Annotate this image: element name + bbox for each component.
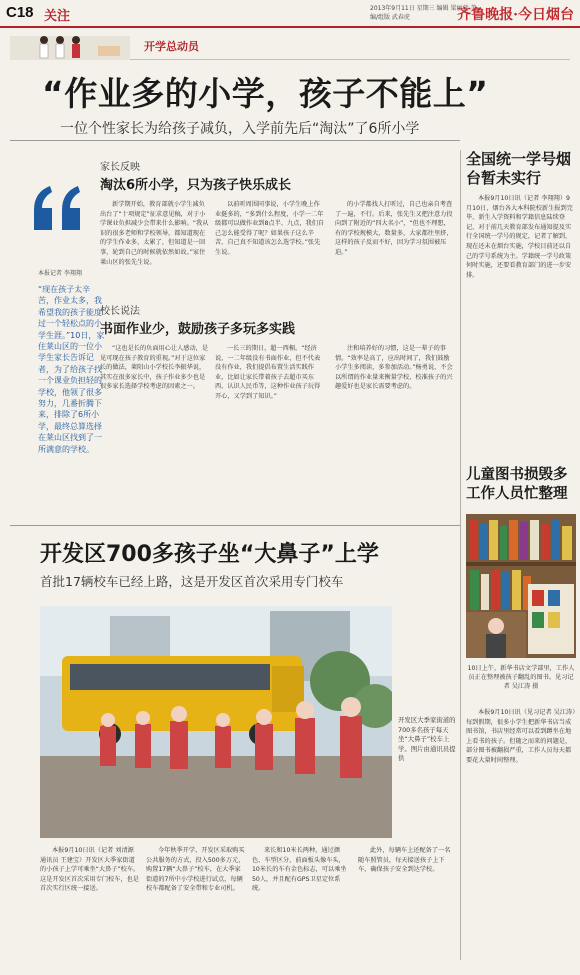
bookstore-photo-caption: 10日上午，新华书店文学部里，工作人员正在整理被孩子翻乱的图书。见习记者 吴江涛 摄 <box>467 665 575 690</box>
bus-col4: 此外，每辆车上还配备了一名随车照管员，每天接送孩子上下车，确保孩子安全到达学校。 <box>358 847 451 874</box>
byline: 本报记者 李翔翔 <box>38 270 82 277</box>
bus-col3: 来长和10米长两种，通过颜色、车型区分，前面板头像车头，10米长的车有金色标志，可以乘坐50人，并且配有GPS卫星定位系统。 <box>252 847 347 893</box>
bookstore-photo <box>466 514 576 658</box>
book-headline: 儿童图书损毁多工作人员忙整理 <box>466 467 568 502</box>
section1-kicker: 家长反映 <box>100 162 140 173</box>
section1-title: 淘汰6所小学，只为孩子快乐成长 <box>100 178 292 193</box>
story-divider <box>10 525 460 526</box>
section2-kicker: 校长说法 <box>100 306 140 317</box>
section2-col2: 一长三的期日，超一西楣。“经济说，一二年级没有书面作业，但不代表没有作业，我们提倡布置生活实践作业，比如让家长带着孩子去超市买东西、认识人民币等，这种作业孩子玩得开心，又学到了知识。” <box>215 345 321 400</box>
banner-title: 开学总动员 <box>144 40 199 53</box>
school-bus-photo <box>40 606 392 838</box>
bus-col1: 本报9月10日讯（记者 刘清源 通讯员 王建宝）开发区大季家街道的小孩子上学可乘坐“大鼻子”校车。这是开发区首次采用专门校车，也是首次实行区统一接送。 <box>40 847 140 893</box>
section2-title: 书面作业少，鼓励孩子多玩多实践 <box>100 322 296 337</box>
quote-mark-icon <box>28 180 88 240</box>
topic-banner <box>10 34 570 60</box>
national-student-id-story <box>466 150 574 456</box>
column-divider <box>460 150 461 960</box>
date-line: 2013年9月11日 星期三 编辑 梁丽萱 美编/组版 武春虎 <box>370 5 477 21</box>
book-body: 本报9月10日讯（见习记者 吴江涛）每到假期，很多小学生把新华书店当成图书馆，书店里经常可以看到蹲坐在地上看书的孩子。但随之而来的问题是，部分图书被翻损严重，工作人员每天都要花大量时间整理。 <box>466 709 576 764</box>
section2-col1: “这也是长的负面用心让人感动，是见可现在孩子教育的重视。”对于这位家长的做法，莱阳山小学校长李振华说，其实在很多家长中，孩子作业多少也是很多家长选择学校考虑的因素之一。 <box>100 345 209 391</box>
section1-col1: 新学期开始，教育部就小学生减负出台了“十项规定”征求意见稿，对于小学课业负担减少会带来什么影响。“我从识的很多老师和学校领导，都知道现在的学生作业多，太累了，但知道是一回事，轮到自己的时候就依然如故。”家住莱山区的张先生说。 <box>100 201 209 266</box>
bus-headline: 开发区700多孩子坐“大鼻子”上学 <box>40 542 379 567</box>
section2-col3: 注和培养好的习惯，这是一辈子的事情。“效率是高了，应出时间了，我们鼓励小学生多阅读，多参加活动。”杨勇说，不会以所谓的作业量来衡量学校，校准孩子的兴趣爱好也是家长需要考虑的。 <box>335 345 453 391</box>
main-subhead: 一位个性家长为给孩子减负，入学前先后“淘汰”了6所小学 <box>60 121 420 137</box>
main-headline: “作业多的小学，孩子不能上” <box>42 74 489 113</box>
bus-subhead: 首批17辆校车已经上路，这是开发区首次采用专门校车 <box>40 574 344 589</box>
students-illustration <box>10 30 130 60</box>
page-number: C18 <box>6 4 34 21</box>
section1-col3: 的小学都找人打听过，自己也亲自考查了一遍，不行。后来，张先生又把注意力投向到了附近的“四大名小”，“但也不理想，有的学校规模大，数量多，大家都往里挤，这样的孩子反而不好，因为学习氛围被压迫。” <box>335 201 453 256</box>
lead-paragraph: “现在孩子太辛苦，作业太多，我希望我的孩子能度过一个轻松点的小学生涯。”10日，家住莱山区的一位小学生家长告诉记者，为了给孩子找一个课业负担轻的学校，他领了很多努力，几番折腾下来，排除了6所小学，最终总算选择在莱山区找到了一所满意的学校。 <box>38 285 105 454</box>
section-name: 关注 <box>44 9 71 24</box>
headline-rule <box>10 140 460 141</box>
newspaper-name: 齐鲁晚报·今日烟台 <box>457 7 574 23</box>
section1-col2: 以前听周围同事说，小学生晚上作业挺多的，“多到什么程度，小学一二年级都可以做作业到8点半、九点，我们自己怎么能受得了呢？如果孩子这么辛苦，自己真不知道该怎么选学校。”张先生说。 <box>215 201 325 256</box>
bus-col2: 今年秋季开学，开发区采取购买公共服务的方式，投入500多万元，购置17辆“大鼻子”校车，在大季家街道的7所中小学校进行试点，每辆校车都配备了安全带和专业司机。 <box>146 847 245 893</box>
student-id-headline: 全国统一学号烟台暂未实行 <box>466 150 572 187</box>
student-id-body: 本报9月10日讯（记者 李翔翔）9月10日，烟台各大本科院校新生报到完毕，新生入学资料和学籍信息陆续登记，对于前几天教育部发布通知提及实行全国统一学号的规定，记者了解到，现在还未在烟台实施，学校目前还以自己的学号系统为主。学籍统一学号政策何时实施，还要看教育部门的进一步安排。 <box>466 195 573 279</box>
bus-photo-caption: 开发区大季家街道的700多名孩子每天坐“大鼻子”校车上学。图片由通讯员提供 <box>398 716 456 762</box>
masthead <box>0 0 580 28</box>
